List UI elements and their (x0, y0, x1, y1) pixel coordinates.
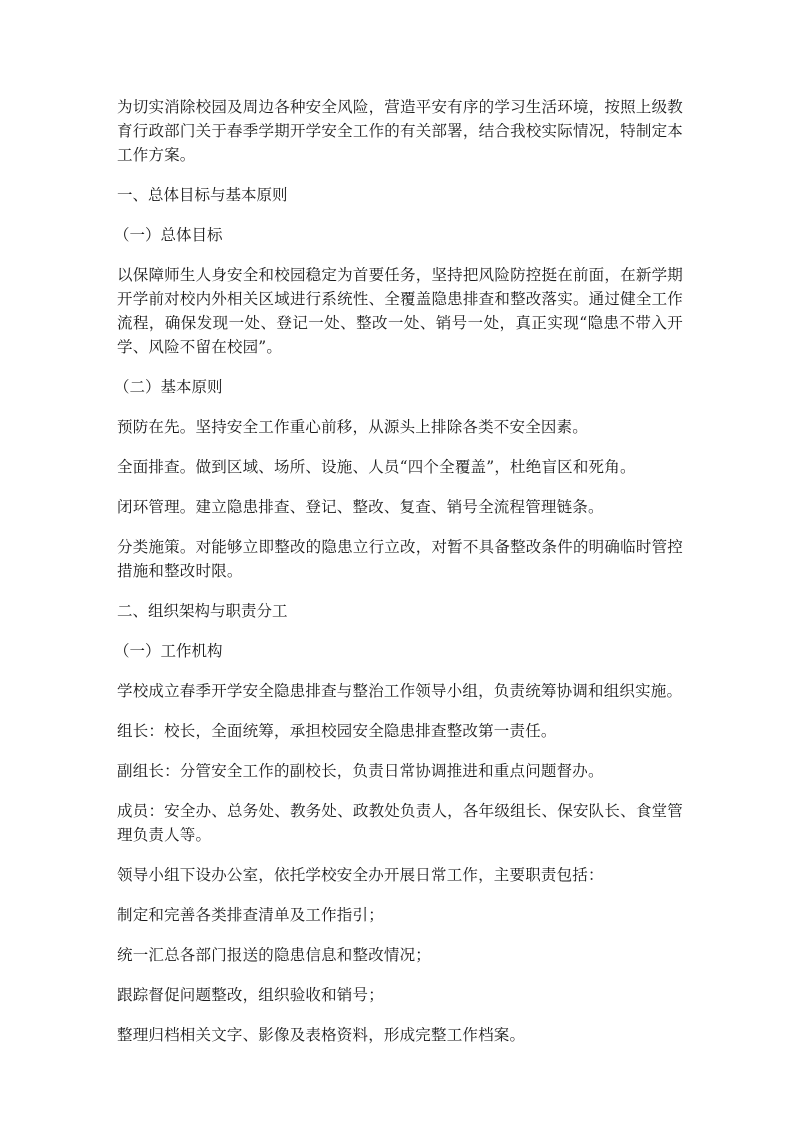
section-heading-organization: 二、组织架构与职责分工 (117, 602, 288, 620)
principle-comprehensive-check: 全面排查。做到区域、场所、设施、人员“四个全覆盖”，杜绝盲区和死角。 (117, 458, 636, 476)
member-deputy-leader: 副组长：分管安全工作的副校长，负责日常协调推进和重点问题督办。 (117, 762, 604, 780)
subsection-heading-overall-goal: （一）总体目标 (114, 226, 223, 244)
principle-closed-loop: 闭环管理。建立隐患排查、登记、整改、复查、销号全流程管理链条。 (117, 498, 604, 516)
principle-classified-measures: 分类施策。对能够立即整改的隐患立行立改，对暂不具备整改条件的明确临时管控措施和整改时限。 (117, 538, 683, 580)
duty-item: 制定和完善各类排查清单及工作指引； (117, 906, 384, 924)
subsection-heading-basic-principles: （二）基本原则 (114, 378, 223, 396)
section-heading-goals-principles: 一、总体目标与基本原则 (117, 186, 288, 204)
subsection-heading-work-body: （一）工作机构 (114, 642, 223, 660)
intro-paragraph: 为切实消除校园及周边各种安全风险，营造平安有序的学习生活环境，按照上级教育行政部门关于春季学期开学安全工作的有关部署，结合我校实际情况，特制定本工作方案。 (117, 98, 683, 164)
member-leader: 组长：校长，全面统筹，承担校园安全隐患排查整改第一责任。 (117, 722, 557, 740)
work-body-intro: 学校成立春季开学安全隐患排查与整治工作领导小组，负责统筹协调和组织实施。 (117, 682, 683, 700)
member-list: 成员：安全办、总务处、教务处、政教处负责人，各年级组长、保安队长、食堂管理负责人等。 (117, 802, 683, 844)
duty-item: 跟踪督促问题整改，组织验收和销号； (117, 986, 384, 1004)
overall-goal-paragraph: 以保障师生人身安全和校园稳定为首要任务，坚持把风险防控挺在前面，在新学期开学前对校内外相关区域进行系统性、全覆盖隐患排查和整改落实。通过健全工作流程，确保发现一处、登记一处、整改一处、销号一处，真正实现“隐患不带入开学、风险不留在校园”。 (117, 266, 683, 356)
duty-item: 整理归档相关文字、影像及表格资料，形成完整工作档案。 (117, 1026, 526, 1044)
principle-prevention: 预防在先。坚持安全工作重心前移，从源头上排除各类不安全因素。 (117, 418, 589, 436)
office-intro: 领导小组下设办公室，依托学校安全办开展日常工作，主要职责包括： (117, 866, 604, 884)
duty-item: 统一汇总各部门报送的隐患信息和整改情况； (117, 946, 432, 964)
document-page (114, 95, 683, 1063)
